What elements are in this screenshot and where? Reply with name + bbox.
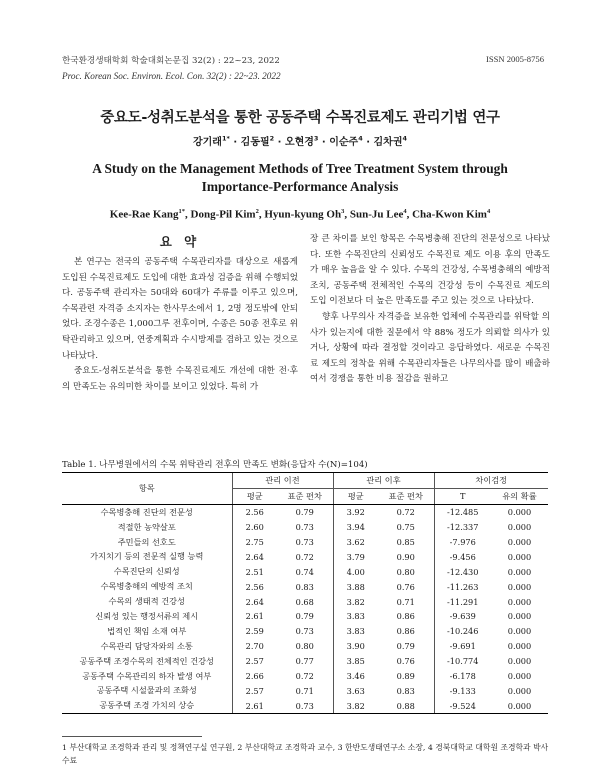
p-value: 0.000 bbox=[507, 596, 532, 607]
before-sd: 0.80 bbox=[295, 641, 314, 652]
abstract-column-left bbox=[62, 255, 298, 395]
footnote: 1 부산대학교 조경학과 관리 및 정책연구실 연구원, 2 부산대학교 조경학과 교수, 3 한반도생태연구소 소장, 4 경북대학교 대학원 조경학과 박사수료 bbox=[62, 743, 549, 765]
t-value: -12.485 bbox=[434, 504, 491, 519]
p-value: 0.000 bbox=[507, 685, 532, 696]
t-value: -9.691 bbox=[434, 639, 491, 654]
t-value: -9.524 bbox=[434, 698, 491, 713]
table-row bbox=[62, 504, 548, 519]
author-affiliation-mark: 3 bbox=[313, 134, 319, 143]
header-test: 차이검정 bbox=[434, 473, 548, 489]
title-korean: 중요도-성취도분석을 통한 공동주택 수목진료제도 관리기법 연구 bbox=[100, 110, 500, 126]
p-value: 0.000 bbox=[507, 507, 532, 518]
t-value: -9.639 bbox=[434, 609, 491, 624]
after-mean: 3.46 bbox=[333, 669, 378, 684]
table-row bbox=[62, 535, 548, 550]
row-item: 적절한 농약살포 bbox=[117, 521, 176, 532]
author-affiliation-mark: 1* bbox=[178, 208, 186, 215]
after-sd: 0.89 bbox=[396, 671, 415, 682]
before-mean: 2.70 bbox=[232, 639, 277, 654]
abstract-paragraph: 향후 나무의사 자격증을 보유한 업체에 수목관리를 위탁할 의사가 있는지에 대한 질문에서 약 88% 정도가 의뢰할 의사가 있거나, 상황에 따라 결정할 것이라고 응답하였다. 새로운 수목진료 제도의 정착을 위해 수목관리자들은 나무의사를 많이 배출하여서 경쟁을 통한 비용 절감을 원하고 bbox=[310, 311, 550, 385]
table-row bbox=[62, 520, 548, 535]
author-name: Dong-Pil Kim bbox=[190, 208, 256, 221]
header-before: 관리 이전 bbox=[232, 473, 333, 489]
author-name: 강기래 bbox=[192, 137, 222, 148]
after-sd: 0.83 bbox=[396, 685, 415, 696]
row-item: 수목병충해의 예방적 조치 bbox=[100, 581, 193, 592]
t-value: -10.774 bbox=[434, 654, 491, 669]
journal-citation-en: Proc. Korean Soc. Environ. Ecol. Con. 32(2) : 22~23. 2022 bbox=[62, 71, 281, 81]
abstract-paragraph: 중요도-성취도분석을 통한 수목진료제도 개선에 대한 전·후의 만족도는 유의미한 차이를 보이고 있었다. 특히 가 bbox=[62, 366, 298, 392]
p-value: 0.000 bbox=[507, 566, 532, 577]
author-name: 김동필 bbox=[240, 137, 270, 148]
before-sd: 0.73 bbox=[277, 698, 333, 713]
before-sd: 0.71 bbox=[295, 685, 314, 696]
after-sd: 0.85 bbox=[396, 537, 415, 547]
t-value: -9.133 bbox=[434, 683, 491, 698]
before-mean: 2.56 bbox=[232, 504, 277, 519]
before-sd: 0.83 bbox=[295, 581, 314, 592]
t-value: -11.291 bbox=[434, 594, 491, 609]
after-sd: 0.76 bbox=[396, 656, 415, 667]
p-value: 0.000 bbox=[507, 611, 532, 622]
after-sd: 0.71 bbox=[396, 596, 415, 607]
row-item: 수목진단의 신뢰성 bbox=[113, 566, 180, 577]
before-mean: 2.60 bbox=[232, 520, 277, 535]
table-row bbox=[62, 669, 548, 684]
before-mean: 2.75 bbox=[232, 535, 277, 550]
subheader-sd: 표준 편차 bbox=[378, 488, 434, 504]
row-item: 가지치기 등의 전문적 실행 능력 bbox=[90, 551, 204, 562]
table-caption: Table 1. 나무병원에서의 수목 위탁관리 전후의 만족도 변화(응답자 수(N)=104) bbox=[62, 460, 368, 470]
header-after: 관리 이후 bbox=[333, 473, 434, 489]
row-item: 수목관리 담당자와의 소통 bbox=[100, 640, 193, 651]
after-mean: 3.62 bbox=[333, 535, 378, 550]
after-mean: 3.63 bbox=[333, 683, 378, 698]
before-sd: 0.73 bbox=[295, 537, 314, 547]
p-value: 0.000 bbox=[507, 641, 532, 652]
after-sd: 0.72 bbox=[396, 507, 415, 518]
after-sd: 0.79 bbox=[396, 641, 415, 652]
title-english-line1: A Study on the Management Methods of Tree Treatment System through bbox=[92, 161, 508, 176]
before-mean: 2.64 bbox=[232, 594, 277, 609]
authors-english: Kee-Rae Kang$^{1*}$, Dong-Pil Kim$^2$, Hyun-kyung Oh$^3$, Sun-Ju Lee$^4$, Cha-Kwon Kim$^4$ bbox=[109, 208, 491, 221]
row-item: 공동주택 수목관리의 하자 발생 여부 bbox=[82, 670, 212, 681]
t-value: -12.337 bbox=[434, 520, 491, 535]
after-sd: 0.90 bbox=[396, 551, 415, 562]
before-mean: 2.64 bbox=[232, 549, 277, 564]
table-row bbox=[62, 624, 548, 639]
before-sd: 0.73 bbox=[295, 626, 314, 637]
after-sd: 0.88 bbox=[378, 698, 434, 713]
before-sd: 0.73 bbox=[295, 522, 314, 533]
journal-citation-ko: 한국환경생태학회 학술대회논문집 32(2) : 22~23, 2022 bbox=[62, 56, 280, 66]
table-row bbox=[62, 683, 548, 698]
before-sd: 0.79 bbox=[295, 611, 314, 622]
after-mean: 3.92 bbox=[333, 504, 378, 519]
before-mean: 2.57 bbox=[232, 683, 277, 698]
author-affiliation-mark: 2 bbox=[255, 208, 259, 215]
p-value: 0.000 bbox=[507, 671, 532, 682]
t-value: -10.246 bbox=[434, 624, 491, 639]
before-sd: 0.72 bbox=[295, 551, 314, 562]
authors-korean: 강기래$^{1*}$ · 김동필$^2$ · 오현경$^3$ · 이순주$^4$ · 김차권$^4$ bbox=[192, 134, 408, 148]
before-mean: 2.51 bbox=[232, 564, 277, 579]
table-row bbox=[62, 564, 548, 579]
row-item: 공동주택 조경 가치의 상승 bbox=[62, 698, 232, 713]
after-mean: 3.90 bbox=[333, 639, 378, 654]
author-affiliation-mark: 4 bbox=[402, 134, 408, 143]
after-sd: 0.76 bbox=[396, 581, 415, 592]
abstract-heading: 요 약 bbox=[159, 234, 201, 249]
table-row bbox=[62, 639, 548, 654]
table-body bbox=[62, 504, 548, 713]
author-affiliation-mark: 2 bbox=[269, 134, 275, 143]
subheader-mean: 평균 bbox=[232, 488, 277, 504]
author-name: Kee-Rae Kang bbox=[109, 208, 179, 221]
author-affiliation-mark: 1* bbox=[221, 134, 230, 143]
before-mean: 2.61 bbox=[232, 698, 277, 713]
t-value: -6.178 bbox=[434, 669, 491, 684]
table-row bbox=[62, 594, 548, 609]
author-name: Sun-Ju Lee bbox=[349, 208, 404, 221]
after-mean: 3.85 bbox=[333, 654, 378, 669]
table-row bbox=[62, 549, 548, 564]
before-mean: 2.61 bbox=[232, 609, 277, 624]
author-name: 이순주 bbox=[329, 137, 359, 148]
row-item: 공동주택 시설물과의 조화성 bbox=[96, 685, 197, 696]
abstract-paragraph: 장 큰 차이를 보인 항목은 수목병충해 진단의 전문성으로 나타났다. 또한 수목진단의 신뢰성도 수목진료 제도 이용 후의 만족도가 매우 높음을 알 수 있다. 수목의 건강성, 수목병충해의 예방적 조치, 공동주택 전체적인 수목의 건강성 등이 수목진료 제도의 도입 이전보다 더 높은 만족도를 주고 있는 것으로 나타났다. bbox=[310, 234, 550, 307]
subheader-sd: 표준 편차 bbox=[277, 488, 333, 504]
table-row bbox=[62, 579, 548, 594]
after-mean: 3.83 bbox=[333, 609, 378, 624]
subheader-p: 유의 확률 bbox=[491, 488, 548, 504]
author-affiliation-mark: 4 bbox=[486, 208, 491, 215]
before-sd: 0.77 bbox=[295, 656, 314, 667]
author-name: 김차권 bbox=[373, 137, 403, 148]
abstract-column-right bbox=[310, 232, 550, 388]
t-value: -11.263 bbox=[434, 579, 491, 594]
before-sd: 0.68 bbox=[295, 596, 314, 607]
before-sd: 0.79 bbox=[295, 507, 314, 518]
p-value: 0.000 bbox=[507, 581, 532, 592]
p-value: 0.000 bbox=[507, 626, 532, 637]
row-item: 수목병충해 진단의 전문성 bbox=[100, 506, 193, 517]
table-row bbox=[62, 654, 548, 669]
row-item: 수목의 생태적 건강성 bbox=[108, 596, 185, 607]
after-sd: 0.75 bbox=[396, 522, 415, 533]
after-mean: 3.79 bbox=[333, 549, 378, 564]
after-mean: 3.83 bbox=[333, 624, 378, 639]
header-item: 항목 bbox=[62, 473, 232, 505]
subheader-mean: 평균 bbox=[333, 488, 378, 504]
after-mean: 3.82 bbox=[333, 594, 378, 609]
abstract-paragraph: 본 연구는 전국의 공동주택 수목관리자를 대상으로 새롭게 도입된 수목진료제도 도입에 대한 효과성 검증을 위해 수행되었다. 공동주택 관리자는 50대와 60대가 주류를 이루고 있으며, 수목관련 자격증 소지자는 한사무소에서 1, 2명 정도밖에 안되었다. 조경수종은 1,000그루 전후이며, 수종은 50종 전후로 위탁관리하고 있으며, 연중계획과 수시방제를 겸하고 있는 것으로 나타났다. bbox=[62, 257, 298, 361]
after-mean: 4.00 bbox=[333, 564, 378, 579]
journal-header bbox=[62, 54, 281, 84]
before-mean: 2.66 bbox=[232, 669, 277, 684]
table-row bbox=[62, 698, 548, 713]
before-mean: 2.57 bbox=[232, 654, 277, 669]
p-value: 0.000 bbox=[507, 537, 532, 547]
after-mean: 3.82 bbox=[333, 698, 378, 713]
t-value: -12.430 bbox=[434, 564, 491, 579]
issn: ISSN 2005-8756 bbox=[485, 54, 544, 64]
before-mean: 2.56 bbox=[232, 579, 277, 594]
row-item: 주민들의 선호도 bbox=[117, 536, 176, 547]
title-english bbox=[0, 160, 600, 196]
row-item: 신뢰성 있는 행정서류의 제시 bbox=[95, 610, 199, 621]
row-item: 법적인 책임 소재 여부 bbox=[107, 625, 187, 636]
before-mean: 2.59 bbox=[232, 624, 277, 639]
after-mean: 3.94 bbox=[333, 520, 378, 535]
author-name: 오현경 bbox=[284, 137, 314, 148]
before-sd: 0.72 bbox=[295, 671, 314, 682]
after-sd: 0.86 bbox=[396, 611, 415, 622]
footnote-rule bbox=[62, 736, 202, 737]
p-value: 0.000 bbox=[491, 698, 548, 713]
t-value: -7.976 bbox=[434, 535, 491, 550]
t-value: -9.456 bbox=[434, 549, 491, 564]
after-mean: 3.88 bbox=[333, 579, 378, 594]
table-row bbox=[62, 609, 548, 624]
author-affiliation-mark: 3 bbox=[341, 208, 345, 215]
author-name: Cha-Kwon Kim bbox=[412, 208, 487, 221]
before-sd: 0.74 bbox=[295, 566, 314, 577]
p-value: 0.000 bbox=[507, 656, 532, 667]
author-affiliation-mark: 4 bbox=[403, 208, 407, 215]
satisfaction-table bbox=[62, 472, 548, 714]
author-name: Hyun-kyung Oh bbox=[264, 208, 342, 221]
author-affiliation-mark: 4 bbox=[358, 134, 363, 143]
after-sd: 0.86 bbox=[396, 626, 415, 637]
title-english-line2: Importance-Performance Analysis bbox=[201, 179, 399, 194]
p-value: 0.000 bbox=[507, 551, 532, 562]
row-item: 공동주택 조경수목의 전체적인 건강성 bbox=[79, 655, 214, 666]
after-sd: 0.80 bbox=[396, 566, 415, 577]
p-value: 0.000 bbox=[507, 522, 532, 533]
subheader-t: T bbox=[434, 488, 491, 504]
